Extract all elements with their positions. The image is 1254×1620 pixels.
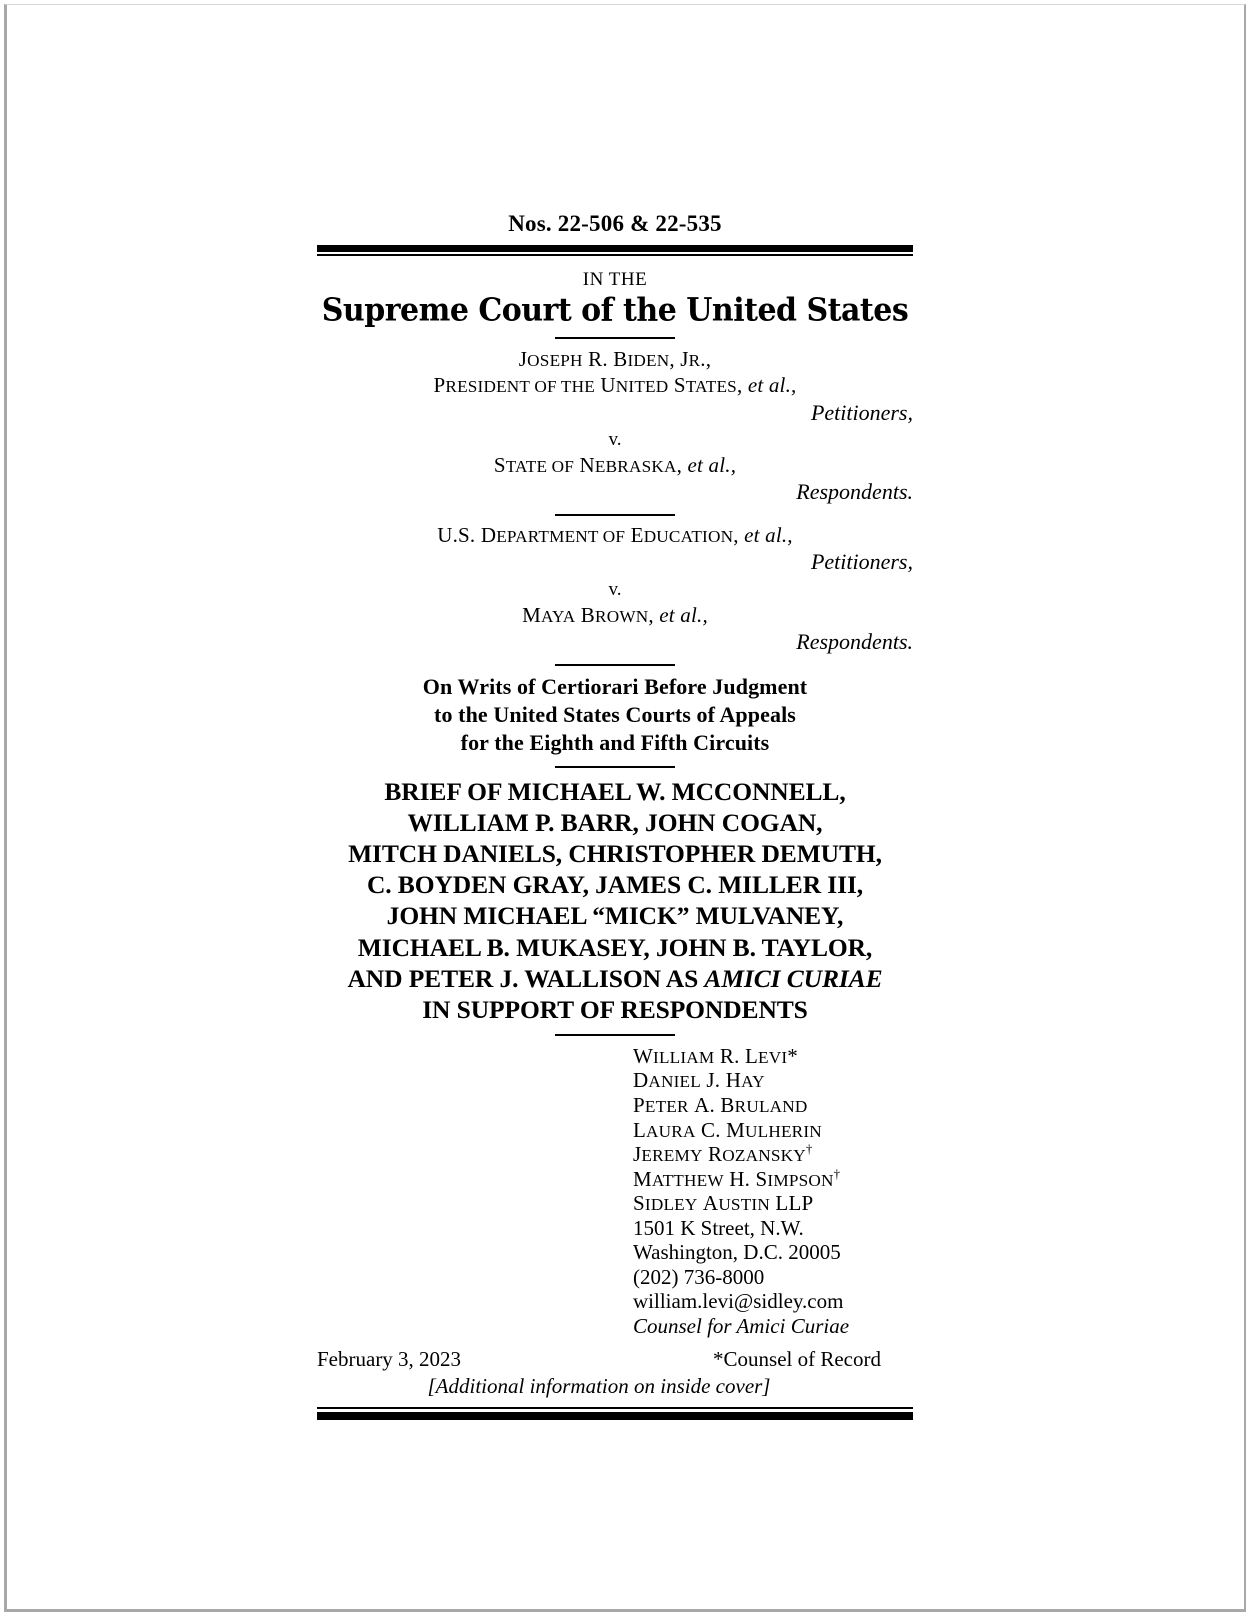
brief-title-line-3: MITCH DANIELS, CHRISTOPHER DEMUTH, <box>348 839 882 869</box>
counsel-block <box>633 1044 913 1339</box>
petitioner-line-2: PRESIDENT OF THE UNITED STATES, et al., <box>433 372 797 397</box>
counsel-capacity: Counsel for Amici Curiae <box>633 1314 850 1339</box>
caption-separator-2 <box>555 514 675 516</box>
counsel-email[interactable]: william.levi@sidley.com <box>633 1289 844 1314</box>
counsel-address-line-1: 1501 K Street, N.W. <box>633 1215 804 1240</box>
respondent-line-2: MAYA BROWN, et al., <box>522 602 708 627</box>
counsel-separator <box>555 1034 675 1036</box>
bottom-double-rule <box>317 1407 913 1420</box>
page-sheet <box>4 4 1246 1612</box>
brief-title-line-8: IN SUPPORT OF RESPONDENTS <box>422 994 808 1024</box>
respondents-role-1: Respondents. <box>796 479 913 505</box>
writ-block <box>317 673 913 757</box>
petitioners-role-1: Petitioners, <box>810 399 913 425</box>
dagger-icon: † <box>805 1141 813 1157</box>
writ-line-1: On Writs of Certiorari Before Judgment <box>422 673 808 699</box>
versus-2: v. <box>608 578 622 600</box>
brief-title-line-7: AND PETER J. WALLISON AS AMICI CURIAE <box>347 963 883 993</box>
brief-title-line-1: BRIEF OF MICHAEL W. MCCONNELL, <box>384 776 846 806</box>
caption-separator-1 <box>555 337 675 339</box>
rule-thin <box>317 254 913 256</box>
cover-footer-row <box>317 1347 913 1372</box>
counsel-address-line-2: Washington, D.C. 20005 <box>633 1240 841 1265</box>
counsel-name-2: DANIEL J. HAY <box>633 1068 765 1093</box>
rule-thick <box>317 245 913 252</box>
brief-title-line-4: C. BOYDEN GRAY, JAMES C. MILLER III, <box>366 870 864 900</box>
top-double-rule <box>317 245 913 256</box>
counsel-name-4: LAURA C. MULHERIN <box>633 1117 822 1142</box>
rule-thick <box>317 1412 913 1420</box>
inside-cover-note: [Additional information on inside cover] <box>427 1373 771 1398</box>
docket-numbers: Nos. 22-506 & 22-535 <box>508 211 722 236</box>
counsel-name-3: PETER A. BRULAND <box>633 1092 808 1117</box>
brief-title-line-2: WILLIAM P. BARR, JOHN COGAN, <box>407 808 823 838</box>
versus-1: v. <box>608 428 622 450</box>
court-name: Supreme Court of the United States <box>321 292 909 330</box>
counsel-phone: (202) 736-8000 <box>633 1264 765 1289</box>
brief-title-line-5: JOHN MICHAEL “MICK” MULVANEY, <box>386 901 844 931</box>
counsel-firm: SIDLEY AUSTIN LLP <box>633 1191 814 1216</box>
respondents-role-2: Respondents. <box>796 629 913 655</box>
caption-separator-3 <box>555 664 675 666</box>
brief-title-line-6: MICHAEL B. MUKASEY, JOHN B. TAYLOR, <box>357 932 873 962</box>
filing-date: February 3, 2023 <box>317 1346 462 1371</box>
dagger-icon: † <box>833 1165 841 1181</box>
writ-separator <box>555 766 675 768</box>
brief-cover-page <box>317 211 913 1420</box>
counsel-name-5: JEREMY ROZANSKY† <box>633 1141 813 1167</box>
counsel-name-6: MATTHEW H. SIMPSON† <box>633 1165 841 1191</box>
brief-title-block <box>317 776 913 1025</box>
petitioner-line-1: JOSEPH R. BIDEN, JR., <box>518 347 712 372</box>
respondent-line-1: STATE OF NEBRASKA, et al., <box>493 452 737 477</box>
in-the-label: IN THE <box>582 269 648 291</box>
counsel-name-1: WILLIAM R. LEVI* <box>633 1043 798 1068</box>
writ-line-2: to the United States Courts of Appeals <box>434 701 796 727</box>
petitioners-role-2: Petitioners, <box>810 549 913 575</box>
counsel-of-record-note: *Counsel of Record <box>713 1346 881 1371</box>
writ-line-3: for the Eighth and Fifth Circuits <box>460 729 770 755</box>
petitioner-line-3: U.S. DEPARTMENT OF EDUCATION, et al., <box>437 522 793 547</box>
amici-curiae-italic: AMICI CURIAE <box>704 963 883 993</box>
